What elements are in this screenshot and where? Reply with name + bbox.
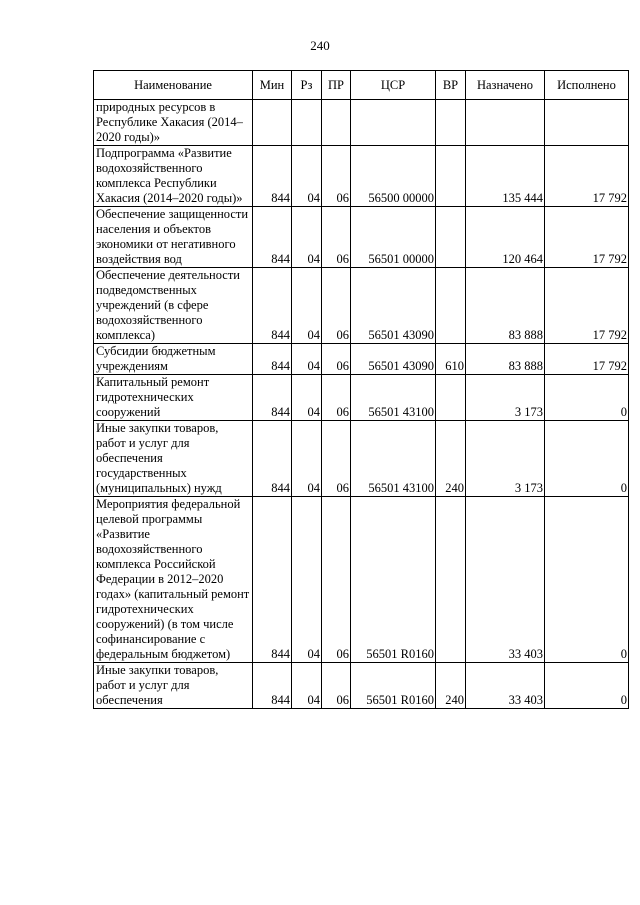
row-pr: 06 — [322, 375, 351, 421]
table-row — [94, 421, 629, 497]
row-name: Обеспечение деятельности подведомственных учреждений (в сфере водохозяйственного комплекса) — [94, 268, 253, 344]
row-vr — [436, 268, 466, 344]
row-assigned: 135 444 — [466, 146, 545, 207]
row-vr — [436, 207, 466, 268]
row-rz: 04 — [292, 421, 322, 497]
page-number: 240 — [310, 38, 330, 53]
row-name: Иные закупки товаров, работ и услуг для обеспечения — [94, 663, 253, 709]
row-min: 844 — [253, 344, 292, 375]
row-pr: 06 — [322, 344, 351, 375]
row-name: Капитальный ремонт гидротехнических сооружений — [94, 375, 253, 421]
row-executed: 0 — [545, 375, 629, 421]
row-csr: 56501 43100 — [351, 421, 436, 497]
row-executed: 0 — [545, 421, 629, 497]
table-row — [94, 344, 629, 375]
row-rz — [292, 100, 322, 146]
row-executed: 0 — [545, 497, 629, 663]
row-pr: 06 — [322, 268, 351, 344]
row-pr: 06 — [322, 497, 351, 663]
header-pr: ПР — [322, 71, 351, 100]
row-executed: 17 792 — [545, 146, 629, 207]
row-csr: 56501 43090 — [351, 344, 436, 375]
row-min: 844 — [253, 268, 292, 344]
row-pr: 06 — [322, 421, 351, 497]
row-csr: 56501 43100 — [351, 375, 436, 421]
row-assigned: 3 173 — [466, 421, 545, 497]
row-executed: 0 — [545, 663, 629, 709]
row-vr — [436, 100, 466, 146]
row-min: 844 — [253, 663, 292, 709]
row-pr: 06 — [322, 663, 351, 709]
row-executed — [545, 100, 629, 146]
table-row — [94, 146, 629, 207]
row-csr: 56501 R0160 — [351, 497, 436, 663]
row-executed: 17 792 — [545, 207, 629, 268]
row-executed: 17 792 — [545, 344, 629, 375]
row-vr: 610 — [436, 344, 466, 375]
row-name: Подпрограмма «Развитие водохозяйственного комплекса Республики Хакасия (2014–2020 годы)» — [94, 146, 253, 207]
row-csr: 56501 R0160 — [351, 663, 436, 709]
row-min: 844 — [253, 146, 292, 207]
row-csr: 56500 00000 — [351, 146, 436, 207]
row-min: 844 — [253, 421, 292, 497]
header-assigned: Назначено — [466, 71, 545, 100]
header-csr: ЦСР — [351, 71, 436, 100]
row-rz: 04 — [292, 375, 322, 421]
row-assigned: 83 888 — [466, 344, 545, 375]
row-name: Субсидии бюджетным учреждениям — [94, 344, 253, 375]
row-executed: 17 792 — [545, 268, 629, 344]
row-pr: 06 — [322, 146, 351, 207]
header-rz: Рз — [292, 71, 322, 100]
row-min — [253, 100, 292, 146]
row-rz: 04 — [292, 344, 322, 375]
table-row — [94, 207, 629, 268]
row-min: 844 — [253, 497, 292, 663]
table-row — [94, 497, 629, 663]
row-name: природных ресурсов в Республике Хакасия (2014–2020 годы)» — [94, 100, 253, 146]
header-min: Мин — [253, 71, 292, 100]
row-rz: 04 — [292, 497, 322, 663]
row-assigned: 3 173 — [466, 375, 545, 421]
row-csr — [351, 100, 436, 146]
row-vr: 240 — [436, 663, 466, 709]
row-rz: 04 — [292, 663, 322, 709]
row-pr: 06 — [322, 207, 351, 268]
row-name: Иные закупки товаров, работ и услуг для обеспечения государственных (муниципальных) нужд — [94, 421, 253, 497]
row-assigned: 120 464 — [466, 207, 545, 268]
budget-table — [93, 70, 629, 709]
table-row — [94, 268, 629, 344]
row-min: 844 — [253, 207, 292, 268]
table-row — [94, 100, 629, 146]
table-row — [94, 663, 629, 709]
row-rz: 04 — [292, 207, 322, 268]
table-row — [94, 375, 629, 421]
row-name: Мероприятия федеральной целевой программы «Развитие водохозяйственного комплекса Российской Федерации в 2012–2020 годах» (капитальный ремонт гидротехнических сооружений) (в том числе софинансирование с федеральным бюджетом) — [94, 497, 253, 663]
row-csr: 56501 00000 — [351, 207, 436, 268]
header-executed: Исполнено — [545, 71, 629, 100]
row-rz: 04 — [292, 268, 322, 344]
row-pr — [322, 100, 351, 146]
header-vr: ВР — [436, 71, 466, 100]
row-name: Обеспечение защищенности населения и объектов экономики от негативного воздействия вод — [94, 207, 253, 268]
row-vr: 240 — [436, 421, 466, 497]
row-assigned: 33 403 — [466, 497, 545, 663]
row-rz: 04 — [292, 146, 322, 207]
row-vr — [436, 146, 466, 207]
table-header-row — [94, 71, 629, 100]
header-name: Наименование — [94, 71, 253, 100]
row-assigned: 83 888 — [466, 268, 545, 344]
row-assigned: 33 403 — [466, 663, 545, 709]
row-assigned — [466, 100, 545, 146]
row-vr — [436, 497, 466, 663]
row-csr: 56501 43090 — [351, 268, 436, 344]
row-vr — [436, 375, 466, 421]
row-min: 844 — [253, 375, 292, 421]
